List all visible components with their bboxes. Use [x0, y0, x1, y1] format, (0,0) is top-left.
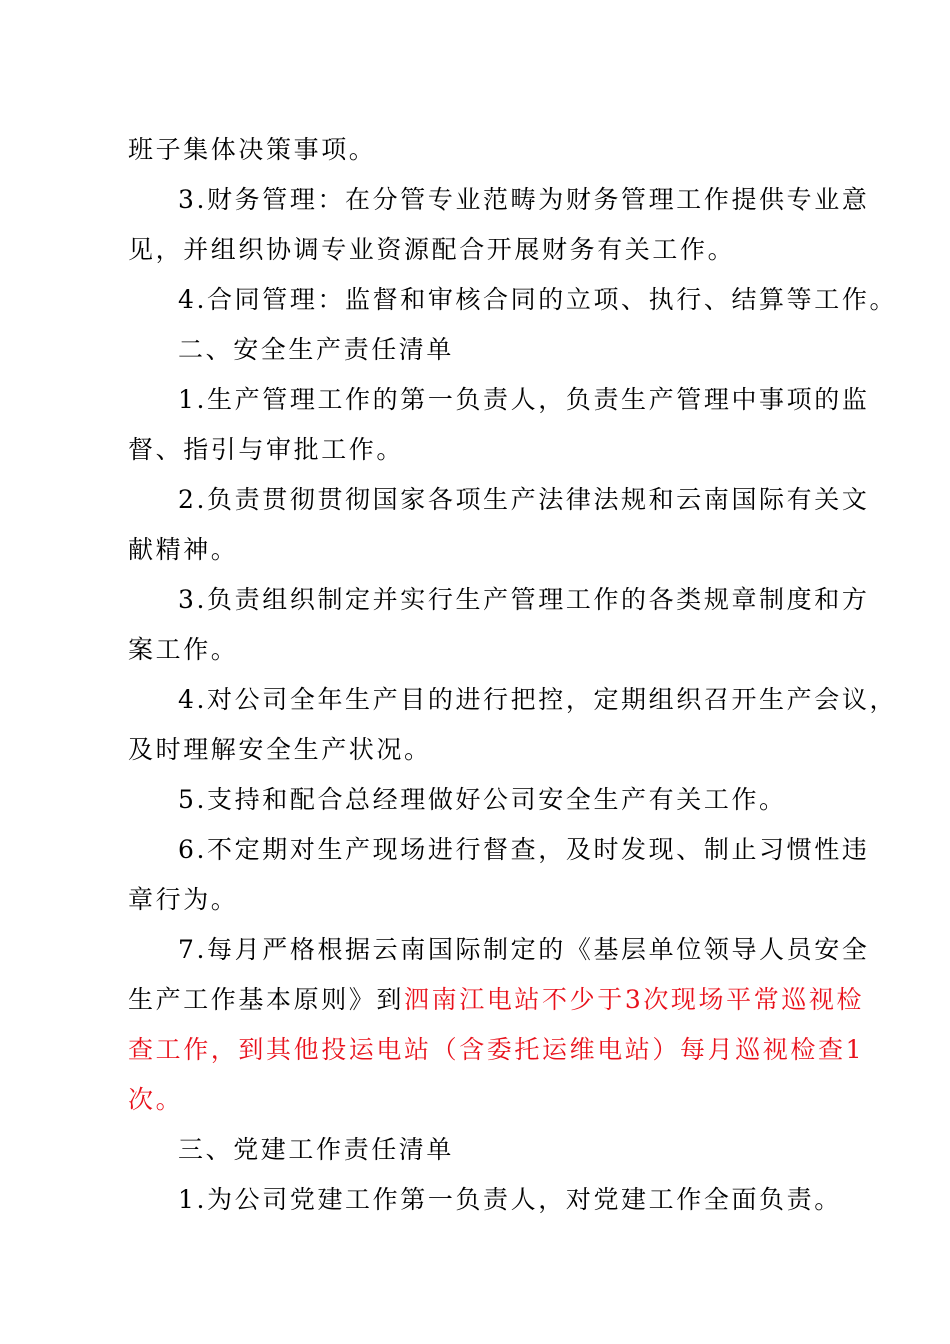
paragraph-text: 生产工作基本原则》到: [128, 985, 405, 1014]
paragraph-line: 5.支持和配合总经理做好公司安全生产有关工作。: [178, 785, 787, 814]
paragraph-line: 4.合同管理：监督和审核合同的立项、执行、结算等工作。: [178, 285, 898, 314]
paragraph-line: 督、指引与审批工作。: [128, 435, 405, 464]
paragraph-line: 献精神。: [128, 535, 239, 564]
section-heading: 三、党建工作责任清单: [178, 1135, 455, 1164]
section-heading: 二、安全生产责任清单: [178, 335, 455, 364]
highlighted-line: 查工作，到其他投运电站（含委托运维电站）每月巡视检查1: [128, 1035, 865, 1064]
paragraph-line: 7.每月严格根据云南国际制定的《基层单位领导人员安全: [178, 935, 870, 964]
paragraph-line: [128, 975, 865, 1025]
paragraph-line: 6.不定期对生产现场进行督查，及时发现、制止习惯性违: [178, 835, 870, 864]
highlighted-text: 泗南江电站不少于3次现场平常巡视检: [404, 985, 865, 1014]
paragraph-line: 案工作。: [128, 635, 239, 664]
paragraph-line: 2.负责贯彻贯彻国家各项生产法律法规和云南国际有关文: [178, 485, 870, 514]
paragraph-line: 班子集体决策事项。: [128, 135, 377, 164]
paragraph-line: 3.负责组织制定并实行生产管理工作的各类规章制度和方: [178, 585, 870, 614]
paragraph-line: 3.财务管理：在分管专业范畴为财务管理工作提供专业意: [178, 185, 870, 214]
paragraph-line: 4.对公司全年生产目的进行把控，定期组织召开生产会议，: [178, 685, 898, 714]
paragraph-line: 及时理解安全生产状况。: [128, 735, 432, 764]
highlighted-line: 次。: [128, 1085, 184, 1114]
paragraph-line: 1.为公司党建工作第一负责人，对党建工作全面负责。: [178, 1185, 842, 1214]
document-body: [128, 125, 898, 1225]
paragraph-line: 章行为。: [128, 885, 239, 914]
paragraph-line: 见，并组织协调专业资源配合开展财务有关工作。: [128, 235, 736, 264]
paragraph-line: 1.生产管理工作的第一负责人，负责生产管理中事项的监: [178, 385, 870, 414]
